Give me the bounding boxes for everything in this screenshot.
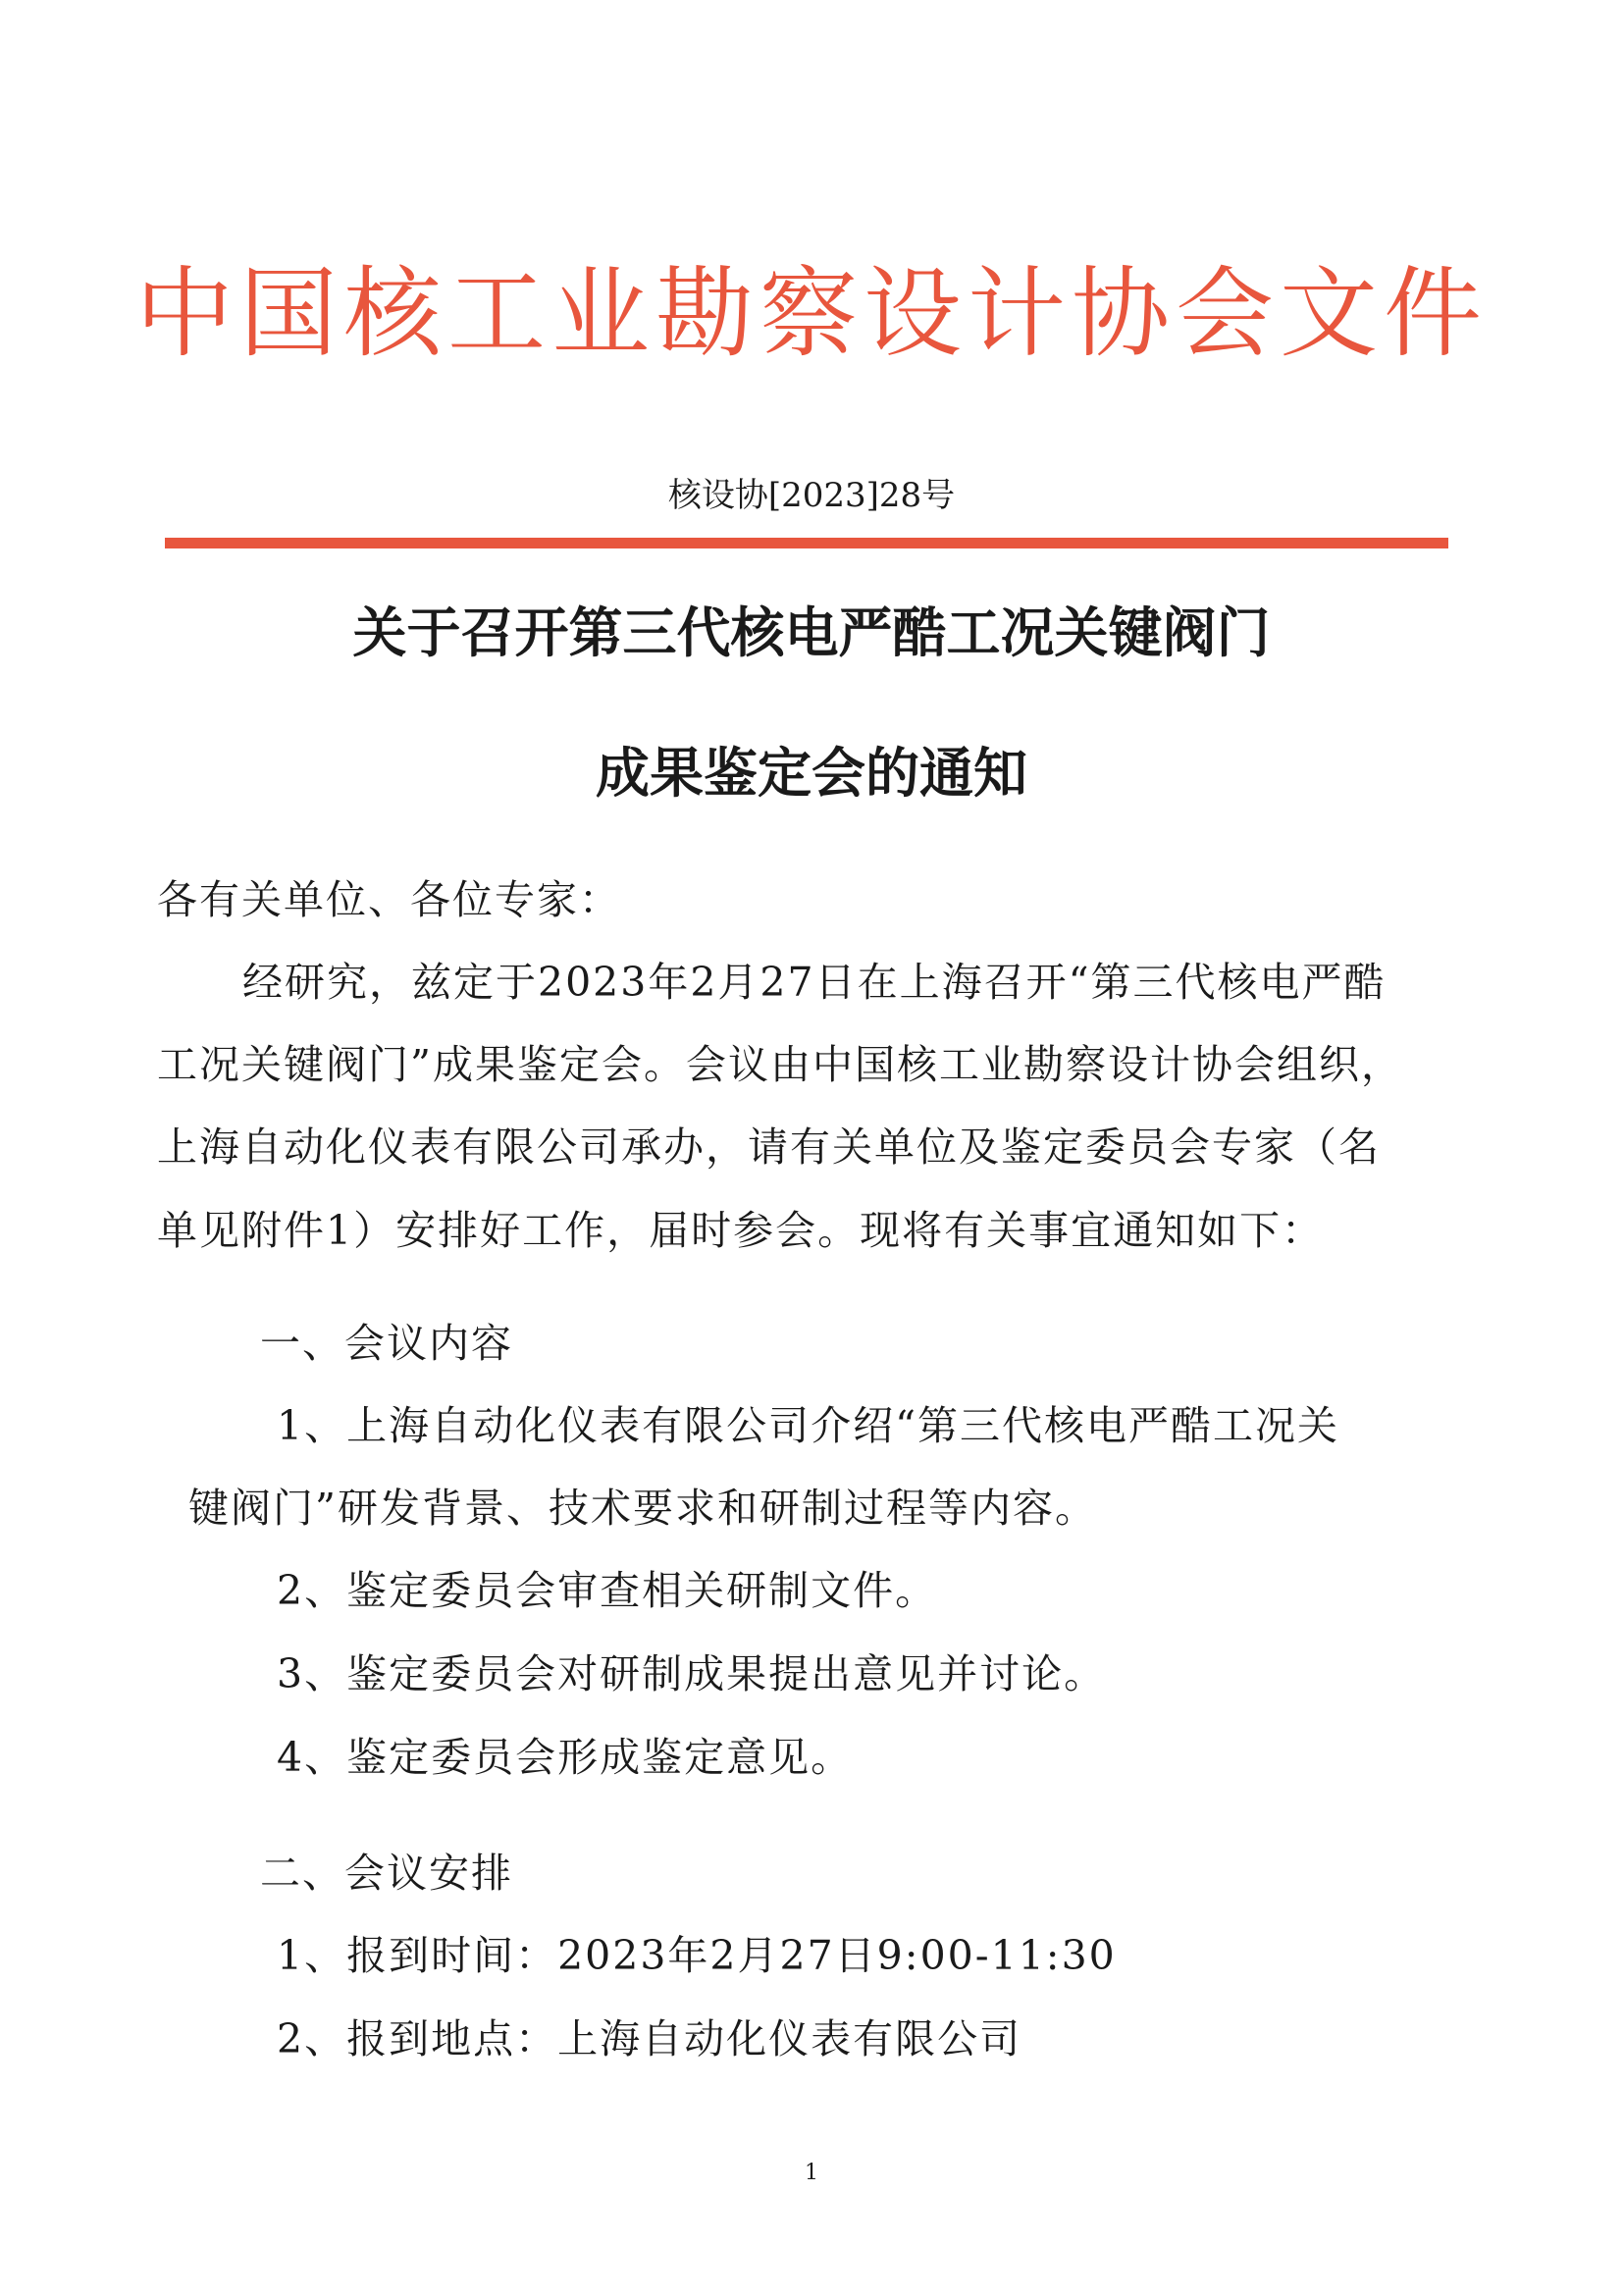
list-item: 2、鉴定委员会审查相关研制文件。 — [277, 1567, 938, 1614]
list-item: 3、鉴定委员会对研制成果提出意见并讨论。 — [277, 1650, 1107, 1697]
salutation: 各有关单位、各位专家： — [157, 876, 621, 923]
notice-title-line-2: 成果鉴定会的通知 — [595, 741, 1027, 805]
list-item: 1、上海自动化仪表有限公司介绍“第三代核电严酷工况关 — [277, 1402, 1340, 1449]
list-item: 键阀门”研发背景、技术要求和研制过程等内容。 — [188, 1485, 1097, 1532]
intro-line: 工况关键阀门”成果鉴定会。会议由中国核工业勘察设计协会组织， — [157, 1041, 1403, 1088]
notice-title-line-1: 关于召开第三代核电严酷工况关键阀门 — [352, 600, 1271, 664]
list-item: 1、报到时间：2023年2月27日9:00-11:30 — [277, 1932, 1117, 1979]
org-header-title: 中国核工业勘察设计协会文件 — [135, 256, 1488, 371]
list-item: 4、鉴定委员会形成鉴定意见。 — [277, 1734, 854, 1781]
page-number: 1 — [805, 2161, 818, 2185]
list-item: 2、报到地点：上海自动化仪表有限公司 — [277, 2015, 1022, 2062]
document-number: 核设协[2023]28号 — [667, 476, 956, 515]
intro-line: 经研究，兹定于2023年2月27日在上海召开“第三代核电严酷 — [242, 959, 1387, 1006]
section-heading-meeting-content: 一、会议内容 — [260, 1320, 513, 1367]
intro-line: 单见附件1）安排好工作，届时参会。现将有关事宜通知如下： — [157, 1207, 1325, 1254]
red-divider-rule — [165, 538, 1448, 548]
intro-line: 上海自动化仪表有限公司承办，请有关单位及鉴定委员会专家（名 — [157, 1123, 1381, 1171]
section-heading-meeting-arrangement: 二、会议安排 — [260, 1850, 513, 1897]
